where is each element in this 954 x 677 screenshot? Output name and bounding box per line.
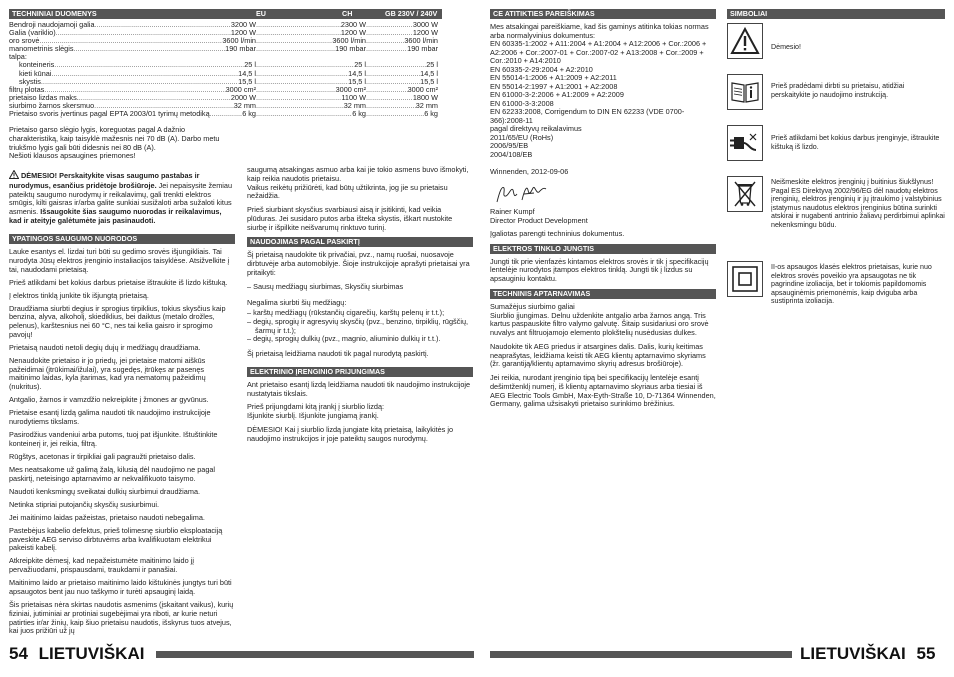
tech-data-table (9, 21, 442, 118)
leader-dots (56, 29, 231, 37)
tech-row (9, 37, 442, 45)
tech-row-eu: 15,5 l (238, 77, 256, 86)
leader-dots (54, 61, 244, 69)
tech-row-eu: 3200 W (230, 21, 256, 29)
crossed-bin-icon (727, 176, 763, 212)
leader-dots (366, 37, 404, 45)
leader-dots (256, 102, 344, 110)
leader-dots (256, 94, 341, 102)
leader-dots (51, 70, 238, 78)
leader-dots (256, 37, 332, 45)
tech-row (9, 45, 442, 53)
noise-text: Prietaiso garso slėgio lygis, koreguotas pagal A dažnio charakteristiką, kaip taisyklė mažesnis nei 70 dB (A). Darbo metu triukšmo lygis gali būti didesnis nei 80 dB (A). (9, 125, 220, 152)
tech-row (9, 86, 442, 94)
usage-forbidden-text: Negalima siurbti šių medžiagų: (247, 298, 347, 308)
leader-dots (256, 70, 348, 78)
usage-list-item: – karštų medžiagų (rūkstančių cigarečių, karštų pelenų ir t.t.); (247, 308, 445, 317)
warning-paragraph (9, 170, 235, 226)
tech-data-section (9, 9, 442, 118)
tech-row-ch: 3600 l/min (332, 37, 366, 46)
special-safety-header: YPATINGOS SAUGUMO NUORODOS (9, 234, 235, 244)
tech-row-ch: 2300 W (340, 21, 366, 29)
leader-dots (366, 61, 426, 69)
leader-dots (366, 86, 408, 94)
warning-section (9, 170, 235, 231)
page-footer-right (800, 644, 935, 664)
tech-row-ch: 190 mbar (335, 45, 366, 54)
leader-dots (366, 45, 407, 53)
tech-row-ch: 32 mm (343, 101, 366, 110)
tech-row-label: filtrų plotas (9, 85, 45, 94)
tech-row-gb: 3000 W (412, 21, 438, 29)
language-label: LIETUVIŠKAI (800, 644, 906, 663)
tech-row (9, 110, 442, 118)
leader-dots (73, 45, 225, 53)
tech-row (9, 61, 442, 69)
leader-dots (94, 102, 234, 110)
tech-row-gb: 3600 l/min (404, 37, 438, 46)
tech-row-gb: 25 l (426, 61, 438, 70)
tech-row (9, 78, 442, 86)
ce-signatory (490, 208, 716, 226)
tech-row-gb: 1800 W (412, 93, 438, 102)
usage-allowed-list (247, 283, 473, 292)
tech-row (9, 21, 442, 29)
leader-dots (79, 94, 231, 102)
page-footer-left (9, 644, 144, 664)
col-ch-label: CH (342, 9, 353, 18)
safety-paragraph: Šis prietaisas nėra skirtas naudotis asmenims (įskaitant vaikus), kurių fiziniai, jutiminiai ar protiniai sugebėjimai yra riboti, ar kurie neturi patirties ir/ar žinių, kaip šiuo prietaisu naudotis, išskyrus tuos atvejus, kai juos prižiūri už jų (9, 600, 234, 636)
leader-dots (256, 86, 336, 94)
leader-dots (366, 78, 420, 86)
safety-paragraph: Prieš atlikdami bet kokius darbus prietaise ištraukite iš lizdo kištuką. (9, 277, 228, 287)
tech-row-label: konteineris (19, 61, 55, 70)
leader-dots (366, 102, 416, 110)
warning-bold-text: DĖMESIO! Perskaitykite visas saugumo pastabas ir nurodymus, esančius pridėtoje brošiūroje. (9, 171, 200, 190)
leader-dots (366, 110, 424, 118)
mains-text: Jungti tik prie vienfazės kintamos elektros srovės ir tik į specifikacijų lentelėje nurodytos įtampos elektros tinklą. Jungti tik į lizdus su apsauginiu kontaktu. (490, 256, 709, 283)
tech-row (9, 29, 442, 37)
leader-dots (41, 78, 238, 86)
footer-bar (490, 651, 792, 658)
tech-row-gb: 15,5 l (420, 77, 438, 86)
page-number: 55 (916, 644, 936, 663)
ce-header: CE ATITIKTIES PAREIŠKIMAS (490, 9, 716, 19)
tech-row-eu: 190 mbar (225, 45, 256, 54)
usage-list-item: – degių, sprogių dulkių (pvz., magnio, aliuminio dulkių ir t.t.). (247, 334, 441, 344)
safety-paragraph: Maitinimo laido ar prietaiso maitinimo laido kištukinės jungtys turi būti apsaugotos bent jau nuo taškymo ir turėti apsauginį laidą. (9, 578, 232, 596)
warning-text: Jei nepaisysite žemiau pateiktų saugumo nurodymų ir reikalavimų, gali trenkti elektros smūgis, kilti gaisras ir/arba galite sunkiai susižaloti arba sužaloti kitus asmenis. (9, 180, 233, 216)
noise-section (9, 126, 235, 166)
tech-row-eu: 2000 W (230, 93, 256, 102)
signatory-name: Rainer Kumpf (490, 207, 535, 217)
usage-header: NAUDOJIMAS PAGAL PASKIRTĮ (247, 237, 473, 247)
leader-dots (210, 110, 243, 118)
tech-row (9, 53, 442, 61)
tech-row-gb: 14,5 l (420, 69, 438, 78)
connect-header: ELEKTRINIO ĮRENGINIO PRIJUNGIMAS (247, 367, 473, 377)
maintenance-text-1: Sumažėjus siurbimo galiai Siurblio įjungimas. Delnu uždenkite antgalio arba žarnos angą. Tris kartus paspauskite filtro valymo galvutę. Šitaip susidariusi oro srovė nuvalys ant filtruojamojo elemento plokštelių nusėdusias dulkes. (490, 301, 709, 337)
safety-paragraph: Netinka stipriai putojančių skysčių susiurbimui. (9, 499, 160, 509)
tech-row (9, 70, 442, 78)
special-safety-section (9, 234, 235, 640)
tech-row-eu: 32 mm (233, 101, 256, 110)
tech-row-label: siurbimo žarnos skersmuo (9, 101, 95, 110)
leader-dots (256, 78, 348, 86)
connect-text-3: DĖMESIO! Kai į siurblio lizdą jungiate kitą prietaisą, laikykitės jo naudojimo instrukcijos ir joje pateiktų saugos nurodymų. (247, 424, 454, 443)
tech-row (9, 94, 442, 102)
supervision-text: saugumą atsakingas asmuo arba kai jie tokio asmens buvo išmokyti, kaip reikia naudotis prietaisu. Vaikus reikėtų prižiūrėti, kad būtų užtikrinta, jog jie su prietaisu nežaidžia. (247, 165, 469, 201)
leader-dots (256, 110, 352, 118)
safety-paragraph: Jei maitinimo laidas pažeistas, prietaiso naudoti nebegalima. (9, 512, 205, 522)
float-check-text: Prieš siurbiant skysčius svarbiausi aisą ir įsitikinti, kad veikia plūduras. Jei susidaro putos arba išteka skystis, iškart nustokite siurbę ir išpilkite neišvarumų rinktuvo turinį. (247, 205, 453, 232)
symbols-header: SIMBOLIAI (727, 9, 945, 19)
tech-row-label: skystis (19, 77, 41, 86)
symbol-text: Dėmesio! (771, 43, 801, 51)
tech-row-gb: 1200 W (412, 29, 438, 38)
tech-row-ch: 3000 cm² (335, 85, 366, 94)
maintenance-header: TECHNINIS APTARNAVIMAS (490, 289, 716, 299)
usage-text: Šį prietaisą naudokite tik privačiai, pvz., namų ruošai, nuosavoje dirbtuvėje arba automobilyje. Šioje instrukcijoje aprašyti prietaisai yra pritaikyti: (247, 250, 470, 277)
leader-dots (39, 37, 222, 45)
leader-dots (256, 61, 354, 69)
tech-row-ch: 6 kg (352, 110, 366, 119)
maintenance-text-2: Naudokite tik AEG priedus ir atsargines dalis. Dalis, kurių keitimas neaprašytas, leidžiama keisti tik AEG klientų aptarnavimo skyriams (žr. garantiją/klientų aptarnavimo skyrių adresus brošiūroje). (490, 341, 706, 369)
safety-paragraph: Antgalio, žarnos ir vamzdžio nekreipkite į žmones ar gyvūnus. (9, 395, 209, 405)
read-manual-icon (727, 74, 763, 110)
connect-text-1: Ant prietaiso esantį lizdą leidžiama naudoti tik naudojimo instrukcijoje nustatytais tikslais. (247, 379, 471, 398)
safety-paragraph: Draudžiama siurbti degius ir sprogius tirpiklius, tokius skysčius kaip benzina, alyva, alkoholį, skiediklius, bei daiktus (metalo drožles, pelenus), karštesnius nei 60 °C, nes tai kelia gaisro ir sprogimo pavojų! (9, 303, 226, 339)
warning-triangle-icon (727, 23, 763, 59)
usage-purpose-text: Šį prietaisą leidžiama naudoti tik pagal nurodytą paskirtį. (247, 349, 429, 358)
tech-row-gb: 190 mbar (407, 45, 438, 54)
symbol-row (727, 125, 945, 170)
ce-authorized-text: Įgaliotas parengti techninius dokumentus. (490, 228, 625, 238)
safety-paragraph: Lauke esantys el. lizdai turi būti su gedimo srovės išjungikliais. Tai nurodyta Jūsų elektros įrenginio instaliacijos taisyklėse. Atsižvelkite į tai, naudodami prietaisą. (9, 247, 230, 274)
safety-paragraph: Pastebėjus kabelio defektus, prieš tolimesnę siurblio eksploataciją paveskite AEG serviso dirbtuvėms arba kvalifikuotam elektrikui pakeisti kabelį. (9, 525, 223, 553)
leader-dots (256, 29, 341, 37)
left-col2 (247, 166, 473, 448)
tech-row-gb: 3000 cm² (407, 85, 438, 94)
symbol-text: Prieš pradėdami dirbti su prietaisu, atidžiai perskaitykite jo naudojimo instrukciją. (771, 82, 905, 99)
safety-paragraph: Prietaise esantį lizdą galima naudoti tik naudojimo instrukcijoje nurodytiems tikslams. (9, 408, 211, 427)
ce-body: Mes atsakingai pareiškiame, kad šis gaminys atitinka tokias normas arba normalyvinius dokumentus: EN 60335-1:2002 + A11:2004 + A1:2004 + A12:2006 + Cor.:2006 + A2:2006 + Cor.:2007-01 + Cor.:2007-02 + A13:2008 + Cor.:2009 + Cor.:2010 + A14:2010 EN 60335-2-29:2004 + A2:2010 EN 55014-1:2006 + A1:2009 + A2:2011 EN 55014-2:1997 + A1:2001 + A2:2008 EN 61000-3-2:2006 + A1:2009 + A2:2009 EN 61000-3-3:2008 EN 62233:2008, Corrigendum to DIN EN 62233 (VDE 0700-366):2008-11 pagal direktyvų reikalavimus 2011/65/EU (RoHs) 2006/95/EB 2004/108/EB (490, 22, 709, 159)
safety-paragraph: Į elektros tinklą junkite tik išjungtą prietaisą. (9, 290, 149, 300)
symbol-row (727, 261, 945, 316)
leader-dots (256, 21, 341, 29)
safety-paragraph: Prietaisą naudoti netoli degių dujų ir medžiagų draudžiama. (9, 342, 201, 352)
language-label: LIETUVIŠKAI (38, 644, 145, 663)
symbol-row (727, 176, 945, 251)
tech-row-eu: 3000 cm² (225, 85, 256, 94)
leader-dots (256, 45, 335, 53)
usage-forbidden-list (247, 309, 473, 344)
noise-text-2: Nešioti klausos apsaugines priemones! (9, 151, 136, 161)
leader-dots (95, 21, 231, 29)
maintenance-text-3: Jei reikia, nurodant įrenginio tipą bei specifikacijų lentelėje esantį dešimtženklį numerį, iš klientų aptarnavimo skyriaus arba tiesiai iš AEG Electric Tools GmbH, Max-Eyth-Straße 10, D-71364 Winnenden, Germany, galima užsisakyti prietaiso surinkimo brėžinius. (490, 373, 716, 409)
tech-row-label: Bendroji naudojamoji galia (9, 21, 95, 29)
tech-row-ch: 25 l (354, 61, 366, 70)
symbol-text: Neišmeskite elektros įrenginių į buitinius šiukšlynus! Pagal ES Direktyvą 2002/96/EG dėl naudotų elektros įrenginių, elektros įrenginių ir jų įtraukimo į valstybinius įstatymus naudotus elektros įrenginius būtina surinkti atskirai ir nugabenti antrinio žaliavų perdirbimui aplinkai nekenksmingu būdu. (771, 178, 945, 229)
safety-paragraph: Naudoti kenksmingų sveikatai dulkių siurbimui draudžiama. (9, 486, 201, 496)
tech-row-label: manometrinis slėgis (9, 45, 74, 54)
page-number: 54 (9, 644, 28, 663)
tech-row-label: Galia (variklio) (9, 29, 56, 38)
tech-row-ch: 14,5 l (348, 69, 366, 78)
symbols-section (727, 9, 945, 322)
leader-dots (366, 29, 413, 37)
col-gb-label: GB 230V / 240V (385, 9, 438, 18)
safety-paragraph: Nenaudokite prietaiso ir jo priedų, jei prietaise matomi aiškūs pažeidimai (įtrūkimai/ižulai), yra sugedęs, įtrūkęs ar pasenęs maitinimo laidas, kyla įtarimas, kad yra nematomų pažeidimų (nukritus). (9, 355, 206, 392)
tech-row-label: kieti kūnai (19, 69, 52, 78)
right-col1 (490, 9, 716, 414)
leader-dots (366, 21, 413, 29)
tech-row-eu: 25 l (244, 61, 256, 70)
signatory-role: Director Product Development (490, 216, 588, 225)
leader-dots (44, 86, 225, 94)
tech-row-label: talpa: (9, 53, 27, 62)
double-insulation-icon (727, 261, 763, 297)
col-eu-label: EU (256, 9, 266, 18)
symbol-text: II-os apsaugos klasės elektros prietaisas, kurie nuo elektros srovės poveikio yra apsaugotas ne tik pagrindine izoliacija, bet ir tokiomis papildomomis apsauginėmis priemonėmis, kaip dviguba arba sustiprinta izoliacija. (771, 263, 932, 305)
safety-paragraph: Atkreipkite dėmesį, kad nepažeistumėte maitinimo laido jį pervažiuodami, prispausdami, traukdami ir panašiai. (9, 556, 194, 575)
tech-row-eu: 3600 l/min (222, 37, 256, 46)
special-safety-list (9, 248, 235, 636)
tech-row-label: prietaiso lizdas maks. (9, 93, 79, 102)
safety-paragraph: Rūgštys, acetonas ir tirpikliai gali pagraužti prietaiso dalis. (9, 451, 196, 461)
connect-text-2: Prieš prijungdami kitą įrankį į siurblio lizdą: Išjunkite siurblį. Išjunkite jungiamą įrankį. (247, 402, 385, 420)
tech-row-label: Prietaiso svoris įvertinus pagal EPTA 2003/01 tyrimų metodiką (9, 110, 210, 119)
symbol-row (727, 74, 945, 119)
mains-header: ELEKTROS TINKLO JUNGTIS (490, 244, 716, 254)
leader-dots (366, 70, 420, 78)
ce-place-date: Winnenden, 2012-09-06 (490, 166, 569, 176)
safety-paragraph: Pasirodžius vandeniui arba putoms, tuoj pat išjunkite. Ištuštinkite konteinerį ir, jei reikia, filtrą. (9, 430, 218, 448)
signature-icon (494, 182, 716, 206)
tech-row-ch: 1100 W (341, 93, 366, 102)
tech-row (9, 102, 442, 110)
usage-list-item: – degių, sprogių ir agresyvių skysčių (pvz., benzino, tirpiklių, rūgščių, šarmų ir t.t.); (247, 316, 469, 335)
tech-data-header (9, 9, 442, 19)
leader-dots (366, 94, 413, 102)
unplug-icon (727, 125, 763, 161)
usage-list-item: – Sausų medžiagų siurbimas, Skysčių siurbimas (247, 281, 404, 291)
tech-row-gb: 32 mm (415, 101, 438, 110)
symbol-row (727, 23, 945, 68)
footer-bar (156, 651, 474, 658)
warning-save-text: Išsaugokite šias saugumo nuorodas ir reikalavimus, kad ir ateityje galėtumėte jais pasinaudoti. (9, 207, 222, 225)
tech-row-eu: 1200 W (230, 29, 256, 38)
tech-row-eu: 14,5 l (238, 69, 256, 78)
tech-row-eu: 6 kg (242, 110, 256, 119)
tech-row-label: oro srovė (9, 37, 40, 46)
symbol-text: Prieš atlikdami bet kokius darbus įrenginyje, ištraukite kištuką iš lizdo. (771, 134, 940, 151)
tech-row-ch: 1200 W (340, 29, 366, 38)
safety-paragraph: Mes neatsakome už galimą žalą, kilusią dėl naudojimo ne pagal paskirtį, neteisingo aptarnavimo ar nekvalifikuoto taisymo. (9, 464, 216, 483)
tech-row-gb: 6 kg (424, 110, 438, 119)
tech-row-ch: 15,5 l (348, 77, 366, 86)
tech-data-title: TECHNINIAI DUOMENYS (12, 9, 97, 18)
